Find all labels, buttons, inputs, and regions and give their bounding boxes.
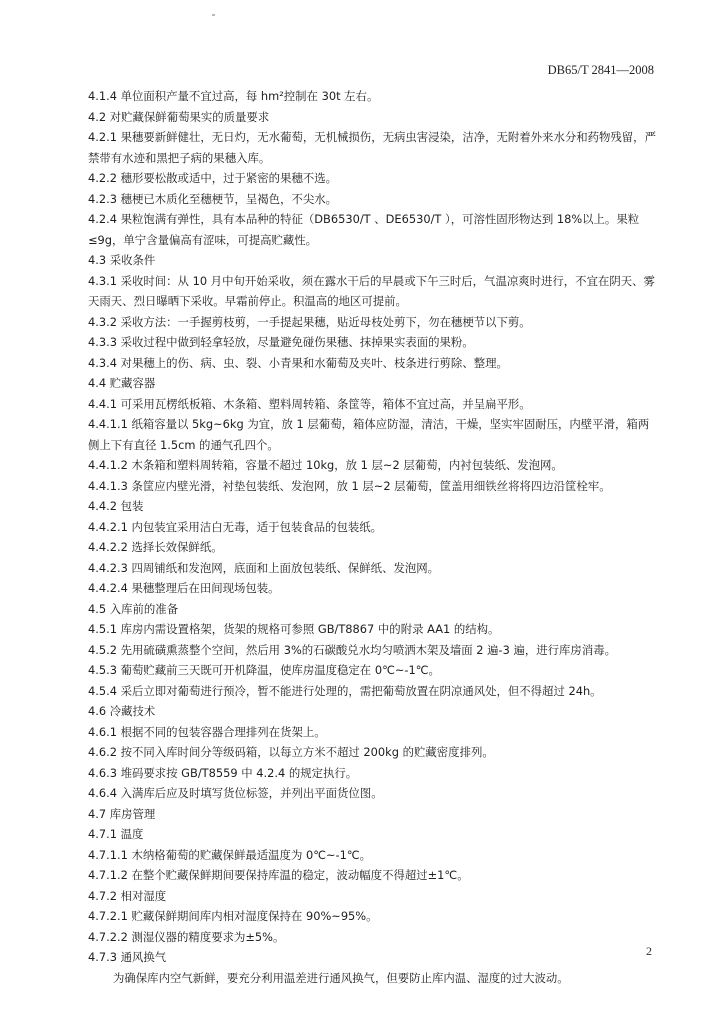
clause-4-3-1: 4.3.1 采收时间：从 10 月中旬开始采收，须在露水干后的早晨或下午三时后，气温凉爽时进行，不宜在阴天、雾天雨天、烈日曝晒下采收。早霜前停止。积温高的地区可提前。 xyxy=(88,273,655,308)
clause-4-3-2: 4.3.2 采收方法：一手握剪枝剪，一手提起果穗，贴近母枝处剪下，勿在穗梗节以下剪。 xyxy=(88,314,531,329)
clause-4-1-4: 4.1.4 单位面积产量不宜过高，每 hm²控制在 30t 左右。 xyxy=(88,89,379,103)
section-4-6-heading: 4.6 冷藏技术 xyxy=(88,704,156,718)
clause-4-3-3: 4.3.3 采收过程中做到轻拿轻放，尽量避免碰伤果穗、抹掉果实表面的果粉。 xyxy=(88,335,474,349)
section-4-2-heading: 4.2 对贮藏保鲜葡萄果实的质量要求 xyxy=(88,109,270,124)
document-body xyxy=(88,86,656,988)
clause-4-5-4: 4.5.4 采后立即对葡萄进行预冷，暂不能进行处理的，需把葡萄放置在阴凉通风处，但不得超过 24h。 xyxy=(88,683,602,698)
clause-4-2-4: 4.2.4 果粒饱满有弹性，具有本品种的特征（DB6530/T 、DE6530/T ），可溶性固形物达到 18%以上。果粒≤9g，单宁含量偏高有涩味，可提高贮藏性。 xyxy=(88,212,640,247)
clause-4-2-1: 4.2.1 果穗要新鲜健壮，无日灼，无水葡萄，无机械损伤，无病虫害浸染，洁净，无附着外来水分和药物残留，严禁带有水迹和黑把子病的果穗入库。 xyxy=(88,130,656,165)
section-4-7-3-heading: 4.7.3 通风换气 xyxy=(88,950,167,964)
clause-4-4-2-3: 4.4.2.3 四周铺纸和发泡网，底面和上面放包装纸、保鲜纸、发泡网。 xyxy=(88,560,440,575)
clause-4-7-1-1: 4.7.1.1 木纳格葡萄的贮藏保鲜最适温度为 0℃~-1℃。 xyxy=(88,847,372,862)
section-4-7-2-heading: 4.7.2 相对湿度 xyxy=(88,888,167,903)
clause-4-6-3: 4.6.3 堆码要求按 GB/T8559 中 4.2.4 的规定执行。 xyxy=(88,765,358,780)
clause-4-7-3-text: 为确保库内空气新鲜，要充分利用温差进行通风换气，但要防止库内温、湿度的过大波动。 xyxy=(113,970,569,985)
clause-4-7-2-1: 4.7.2.1 贮藏保鲜期间库内相对湿度保持在 90%~95%。 xyxy=(88,909,378,923)
section-4-4-heading: 4.4 贮藏容器 xyxy=(88,376,156,390)
page-number: 2 xyxy=(646,944,652,958)
clause-4-5-2: 4.5.2 先用硫磺熏蒸整个空间，然后用 3%的石碳酸兑水均匀喷洒木架及墙面 2 遍-3 遍，进行库房消毒。 xyxy=(88,642,616,657)
clause-4-3-4: 4.3.4 对果穗上的伤、病、虫、裂、小青果和水葡萄及夹叶、枝条进行剪除、整理。 xyxy=(88,355,508,370)
clause-4-2-3: 4.2.3 穗梗已木质化至穗梗节，呈褐色，不尖水。 xyxy=(88,191,338,206)
clause-4-7-2-2: 4.7.2.2 测湿仪器的精度要求为±5%。 xyxy=(88,929,285,944)
clause-4-4-1-2: 4.4.1.2 木条箱和塑料周转箱，容量不超过 10kg，放 1 层~2 层葡萄，内衬包装纸、发泡网。 xyxy=(88,458,563,472)
clause-4-6-2: 4.6.2 按不同入库时间分等级码箱，以每立方米不超过 200kg 的贮藏密度排列。 xyxy=(88,745,494,759)
clause-4-4-2-1: 4.4.2.1 内包装宜采用洁白无毒，适于包装食品的包装纸。 xyxy=(88,519,383,534)
section-4-3-heading: 4.3 采收条件 xyxy=(88,253,156,267)
clause-4-4-1: 4.4.1 可采用瓦楞纸板箱、木条箱、塑料周转箱、条筐等，箱体不宜过高，并呈扁平形。 xyxy=(88,396,531,411)
section-4-7-1-heading: 4.7.1 温度 xyxy=(88,827,144,841)
section-4-5-heading: 4.5 入库前的准备 xyxy=(88,601,179,616)
section-4-7-heading: 4.7 库房管理 xyxy=(88,806,156,821)
clause-4-5-1: 4.5.1 库房内需设置格架，货架的规格可参照 GB/T8867 中的附录 AA1 的结构。 xyxy=(88,622,500,636)
clause-4-5-3: 4.5.3 葡萄贮藏前三天既可开机降温，使库房温度稳定在 0℃~-1℃。 xyxy=(88,663,440,677)
section-4-4-2-heading: 4.4.2 包装 xyxy=(88,499,144,513)
clause-4-2-2: 4.2.2 穗形要松散或适中，过于紧密的果穗不选。 xyxy=(88,171,338,185)
clause-4-4-1-1: 4.4.1.1 纸箱容量以 5kg~6kg 为宜，放 1 层葡萄，箱体应防湿，清洁，干燥，坚实牢固耐压，内壁平滑，箱两侧上下有直径 1.5cm 的通气孔四个。 xyxy=(88,417,650,452)
clause-4-6-4: 4.6.4 入满库后应及时填写货位标签，并列出平面货位图。 xyxy=(88,786,383,800)
clause-4-6-1: 4.6.1 根据不同的包装容器合理排列在货架上。 xyxy=(88,724,326,739)
scan-speck xyxy=(212,14,215,16)
clause-4-4-2-2: 4.4.2.2 选择长效保鲜纸。 xyxy=(88,540,223,554)
clause-4-4-2-4: 4.4.2.4 果穗整理后在田间现场包装。 xyxy=(88,581,280,595)
standard-code-header: DB65/T 2841—2008 xyxy=(547,63,654,77)
clause-4-7-1-2: 4.7.1.2 在整个贮藏保鲜期间要保持库温的稳定，波动幅度不得超过±1℃。 xyxy=(88,868,469,882)
clause-4-4-1-3: 4.4.1.3 条筐应内壁光滑，衬垫包装纸、发泡网，放 1 层~2 层葡萄，筐盖用细铁丝将将四边沿筐栓牢。 xyxy=(88,478,611,493)
